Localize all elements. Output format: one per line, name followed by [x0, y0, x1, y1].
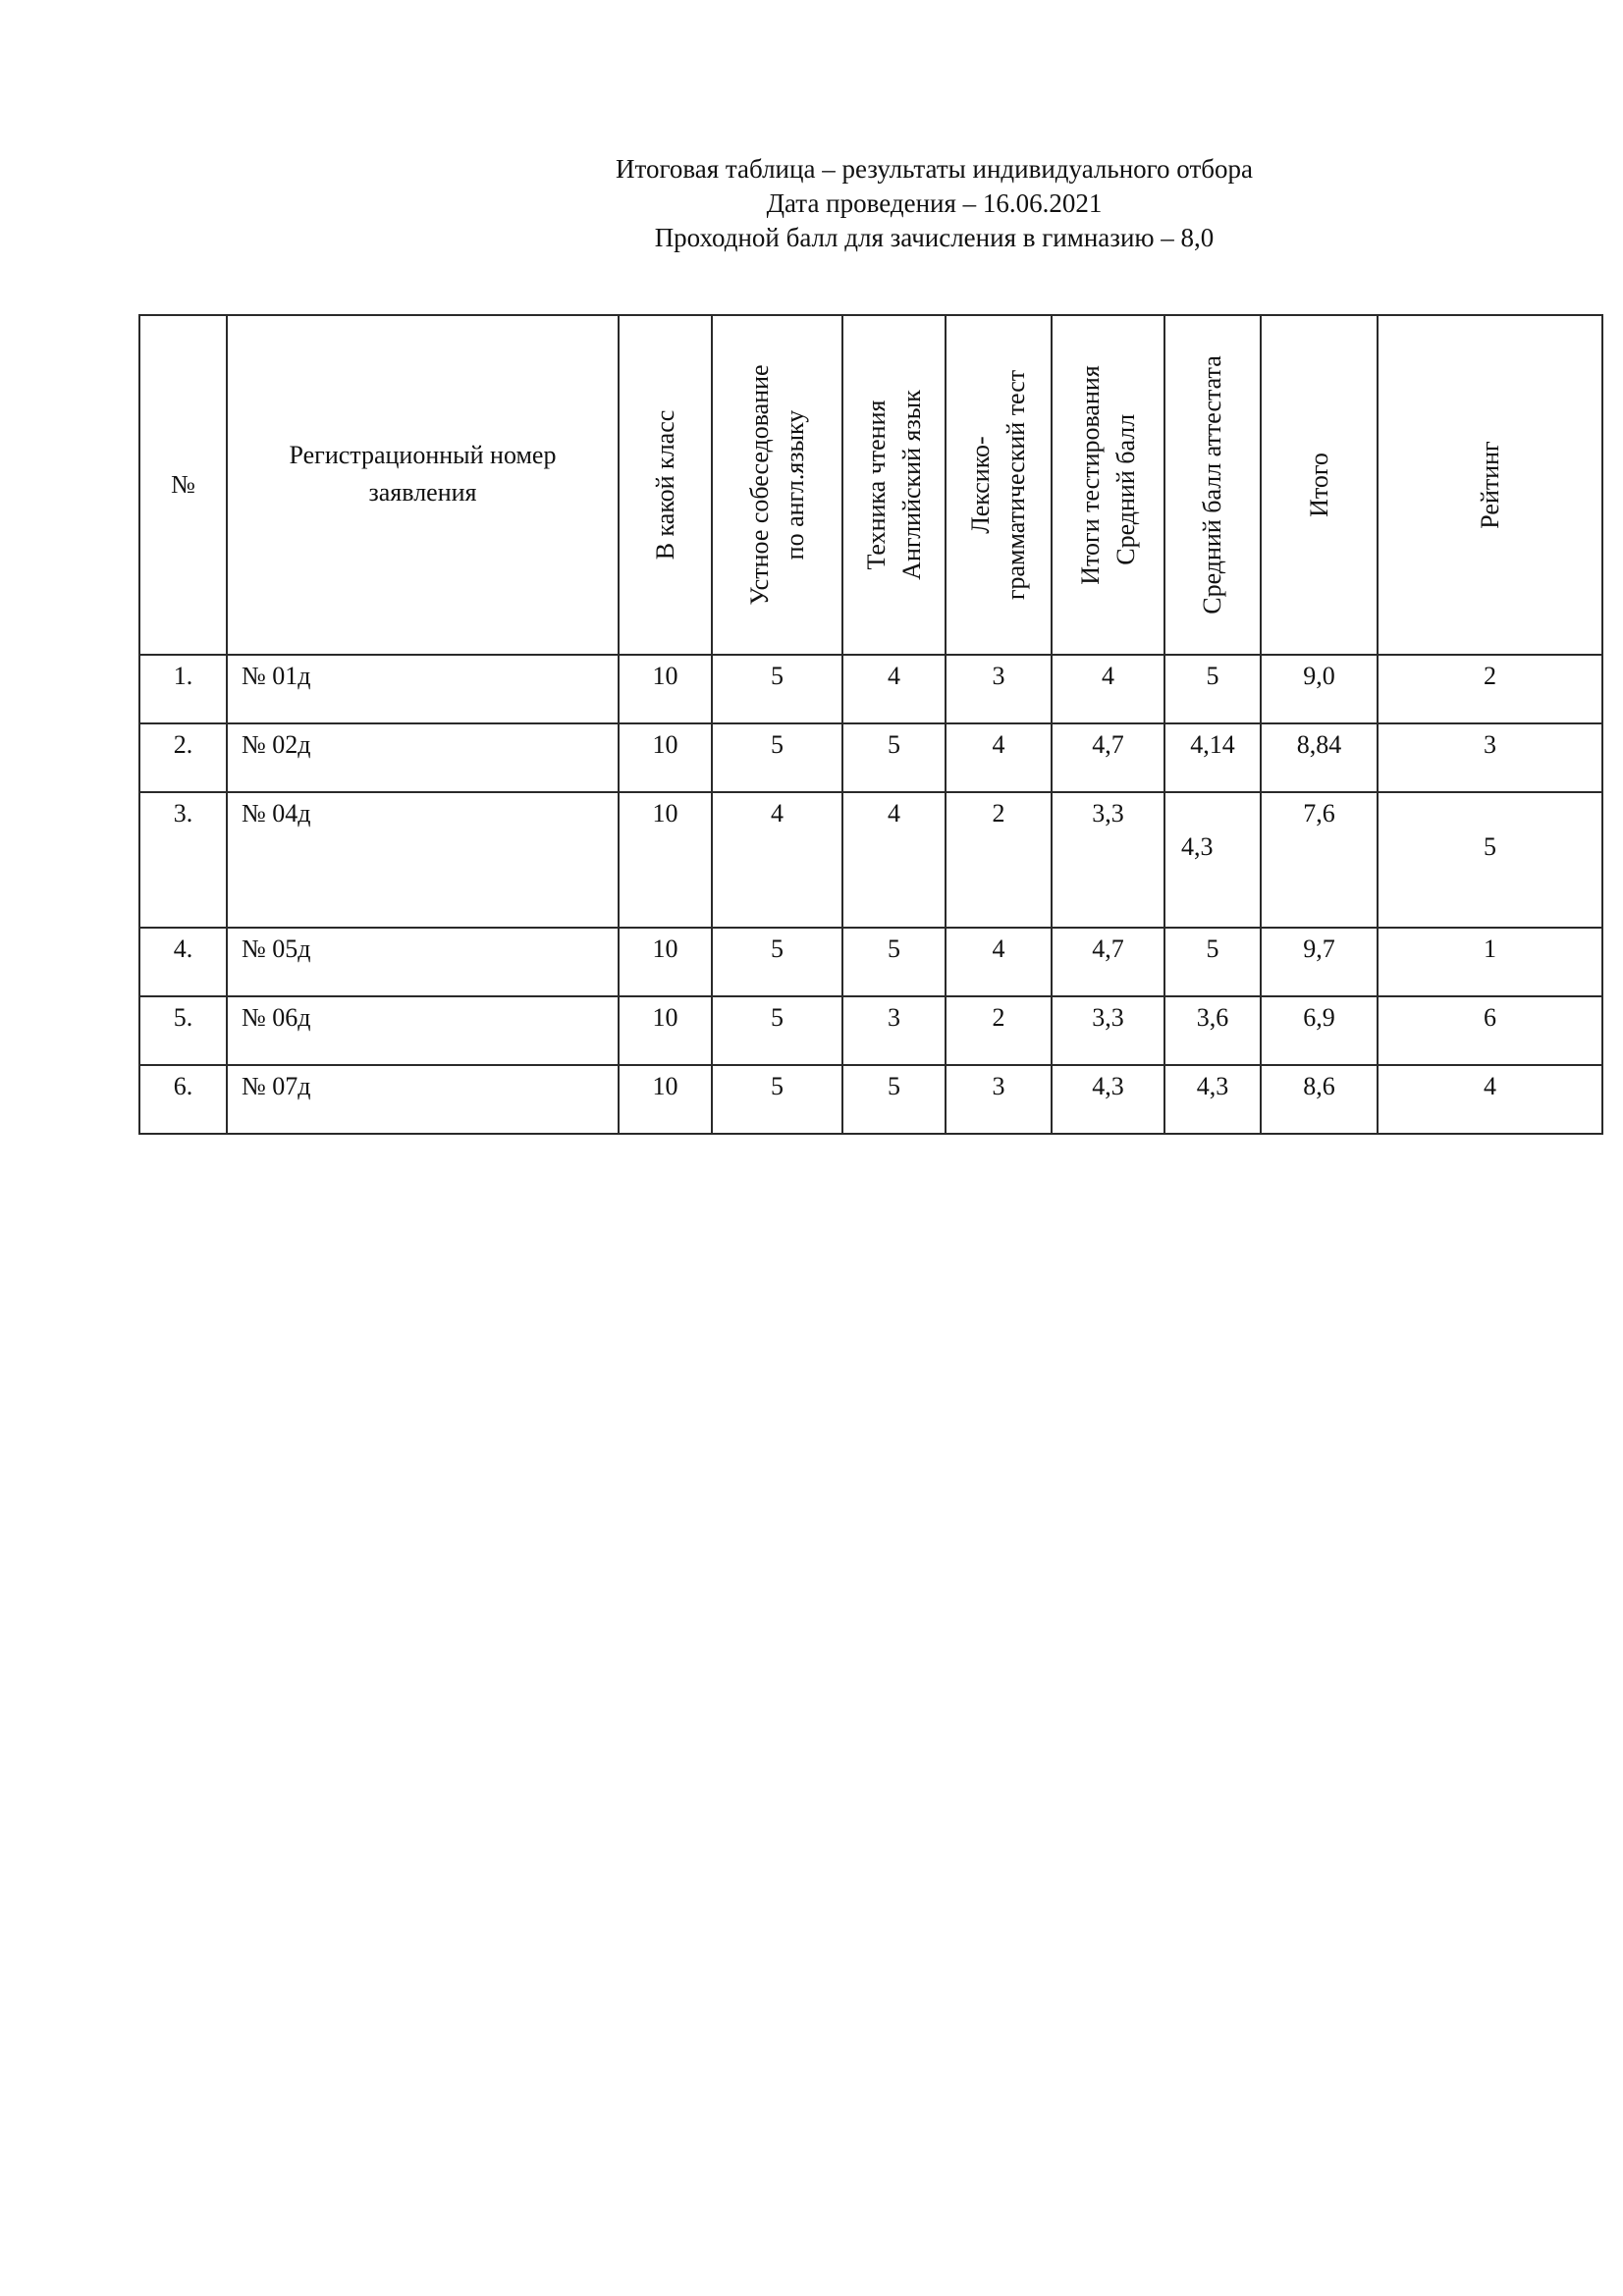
- cell-registration-number: № 04д: [227, 792, 619, 928]
- header-rating: Рейтинг: [1378, 315, 1602, 655]
- cell-total: 9,7: [1261, 928, 1378, 996]
- cell-oral: 5: [712, 996, 842, 1065]
- cell-test-total: 4,7: [1052, 723, 1164, 792]
- table-header-row: [139, 315, 1602, 655]
- cell-reading: 4: [842, 792, 946, 928]
- cell-reading: 5: [842, 928, 946, 996]
- cell-total: 8,6: [1261, 1065, 1378, 1134]
- cell-test-total: 3,3: [1052, 996, 1164, 1065]
- passing-score-line: Проходной балл для зачисления в гимназию – 8,0: [654, 223, 1215, 252]
- cell-certificate-avg: 5: [1164, 928, 1261, 996]
- cell-test-total: 4,3: [1052, 1065, 1164, 1134]
- cell-rating: 3: [1378, 723, 1602, 792]
- cell-lexgram: 2: [946, 996, 1052, 1065]
- cell-certificate-avg: 4,14: [1164, 723, 1261, 792]
- cell-rating: 6: [1378, 996, 1602, 1065]
- cell-test-total: 4: [1052, 655, 1164, 723]
- cell-test-total: 3,3: [1052, 792, 1164, 928]
- cell-no: 5.: [139, 996, 227, 1065]
- cell-grade: 10: [619, 1065, 712, 1134]
- header-lexical-grammar-test: Лексико- грамматический тест: [946, 315, 1052, 655]
- cell-total: 9,0: [1261, 655, 1378, 723]
- cell-oral: 5: [712, 1065, 842, 1134]
- table-row: [139, 723, 1602, 792]
- cell-registration-number: № 07д: [227, 1065, 619, 1134]
- cell-lexgram: 4: [946, 928, 1052, 996]
- header-test-results: Итоги тестирования Средний балл: [1052, 315, 1164, 655]
- cell-no: 6.: [139, 1065, 227, 1134]
- header-certificate-average: Средний балл аттестата: [1164, 315, 1261, 655]
- cell-oral: 5: [712, 928, 842, 996]
- cell-total: 6,9: [1261, 996, 1378, 1065]
- table-row: [139, 792, 1602, 928]
- table-row: [139, 996, 1602, 1065]
- cell-oral: 4: [712, 792, 842, 928]
- cell-reading: 4: [842, 655, 946, 723]
- cell-reading: 5: [842, 723, 946, 792]
- header-oral-interview: Устное собеседование по англ.языку: [712, 315, 842, 655]
- cell-reading: 5: [842, 1065, 946, 1134]
- document-header: [0, 152, 1623, 255]
- cell-grade: 10: [619, 792, 712, 928]
- table-row: [139, 1065, 1602, 1134]
- cell-certificate-avg: 4,3: [1164, 792, 1261, 928]
- cell-grade: 10: [619, 723, 712, 792]
- cell-registration-number: № 06д: [227, 996, 619, 1065]
- cell-rating: 4: [1378, 1065, 1602, 1134]
- cell-reading: 3: [842, 996, 946, 1065]
- header-no: №: [139, 315, 227, 655]
- cell-oral: 5: [712, 723, 842, 792]
- cell-rating: 1: [1378, 928, 1602, 996]
- cell-lexgram: 4: [946, 723, 1052, 792]
- header-grade: В какой класс: [619, 315, 712, 655]
- cell-no: 2.: [139, 723, 227, 792]
- table-row: [139, 655, 1602, 723]
- cell-lexgram: 3: [946, 1065, 1052, 1134]
- date-line: Дата проведения – 16.06.2021: [766, 188, 1103, 218]
- cell-registration-number: № 05д: [227, 928, 619, 996]
- cell-no: 1.: [139, 655, 227, 723]
- cell-certificate-avg: 4,3: [1164, 1065, 1261, 1134]
- cell-test-total: 4,7: [1052, 928, 1164, 996]
- cell-grade: 10: [619, 928, 712, 996]
- cell-total: 7,6: [1261, 792, 1378, 928]
- table-row: [139, 928, 1602, 996]
- cell-rating: 5: [1378, 792, 1602, 928]
- cell-certificate-avg: 5: [1164, 655, 1261, 723]
- results-table: [138, 314, 1603, 1135]
- cell-grade: 10: [619, 996, 712, 1065]
- header-reading-technique: Техника чтения Английский язык: [842, 315, 946, 655]
- header-total: Итого: [1261, 315, 1378, 655]
- cell-no: 4.: [139, 928, 227, 996]
- cell-registration-number: № 02д: [227, 723, 619, 792]
- cell-lexgram: 3: [946, 655, 1052, 723]
- header-registration-number: Регистрационный номер заявления: [227, 315, 619, 655]
- cell-total: 8,84: [1261, 723, 1378, 792]
- document-title: Итоговая таблица – результаты индивидуального отбора: [616, 154, 1253, 184]
- cell-registration-number: № 01д: [227, 655, 619, 723]
- cell-grade: 10: [619, 655, 712, 723]
- cell-lexgram: 2: [946, 792, 1052, 928]
- cell-no: 3.: [139, 792, 227, 928]
- cell-oral: 5: [712, 655, 842, 723]
- cell-rating: 2: [1378, 655, 1602, 723]
- cell-certificate-avg: 3,6: [1164, 996, 1261, 1065]
